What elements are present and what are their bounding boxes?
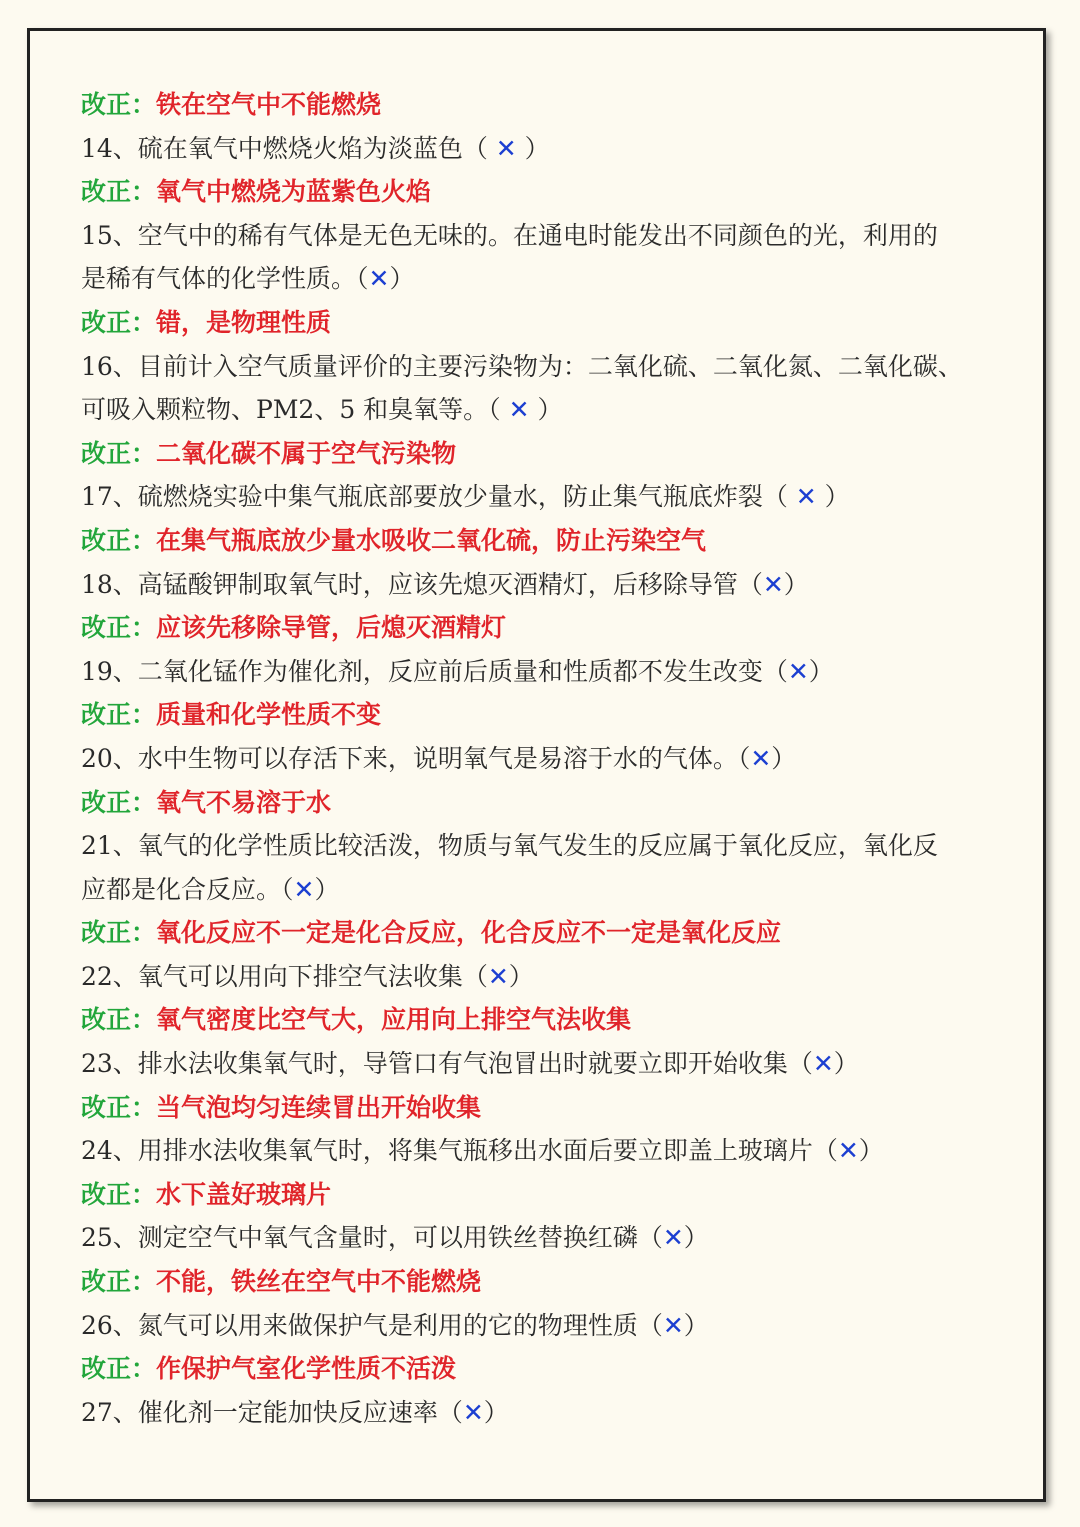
question-text: 应都是化合反应。（ [81,874,294,904]
question-text-end: ） [508,961,534,991]
wrong-mark-icon: ✕ [837,1136,859,1166]
question-text-end: ） [771,743,797,773]
correction-text: 质量和化学性质不变 [156,700,382,730]
question-line [81,1042,1021,1086]
correction-label: 改正： [81,1354,157,1384]
correction-line [81,693,1021,737]
question-text: 22、氧气可以用向下排空气法收集（ [81,961,488,991]
question-text: 15、空气中的稀有气体是无色无味的。在通电时能发出不同颜色的光，利用的 [81,220,938,250]
correction-label: 改正： [81,307,157,337]
question-text-end: ） [483,1397,509,1427]
question-text: 20、水中生物可以存活下来，说明氧气是易溶于水的气体。（ [81,743,751,773]
correction-line [81,432,1021,476]
wrong-mark-icon: ✕ [787,656,809,686]
correction-label: 改正： [81,90,157,119]
question-line [81,563,1021,607]
question-line [81,1391,1021,1435]
question-line [81,955,1021,999]
question-line [81,737,1021,781]
question-text: 26、氮气可以用来做保护气是利用的它的物理性质（ [81,1310,663,1340]
correction-text: 错，是物理性质 [156,307,332,337]
correction-text: 作保护气室化学性质不活泼 [156,1354,457,1384]
correction-label: 改正： [81,1267,157,1297]
correction-line [81,301,1021,345]
question-line [81,475,1021,519]
correction-text: 应该先移除导管，后熄灭酒精灯 [156,613,507,643]
wrong-mark-icon: ✕ [795,482,817,512]
wrong-mark-icon: ✕ [368,264,390,294]
correction-line [81,83,1021,127]
question-text-end: ） [816,482,850,512]
question-text-end: ） [783,569,809,599]
question-text: 23、排水法收集氧气时，导管口有气泡冒出时就要立即开始收集（ [81,1049,813,1079]
question-text: 27、催化剂一定能加快反应速率（ [81,1397,463,1427]
correction-label: 改正： [81,700,157,730]
question-text: 是稀有气体的化学性质。（ [81,264,369,294]
question-line [81,214,1021,258]
wrong-mark-icon: ✕ [750,743,772,773]
correction-line [81,781,1021,825]
question-line [81,650,1021,694]
correction-text: 二氧化碳不属于空气污染物 [156,438,457,468]
correction-text: 氧气不易溶于水 [156,787,332,817]
correction-text: 不能，铁丝在空气中不能燃烧 [156,1267,482,1297]
wrong-mark-icon: ✕ [662,1310,684,1340]
question-text: 24、用排水法收集氧气时，将集气瓶移出水面后要立即盖上玻璃片（ [81,1136,838,1166]
correction-text: 铁在空气中不能燃烧 [156,90,382,119]
correction-text: 当气泡均匀连续冒出开始收集 [156,1092,482,1122]
wrong-mark-icon: ✕ [495,133,517,163]
correction-label: 改正： [81,613,157,643]
correction-line [81,1260,1021,1304]
wrong-mark-icon: ✕ [462,1397,484,1427]
question-line [81,1216,1021,1260]
wrong-mark-icon: ✕ [812,1049,834,1079]
question-text-end: ） [858,1136,884,1166]
correction-label: 改正： [81,1092,157,1122]
question-line [81,868,1021,912]
correction-label: 改正： [81,438,157,468]
question-line [81,1304,1021,1348]
question-text-end: ） [529,395,563,425]
correction-text: 氧化反应不一定是化合反应，化合反应不一定是氧化反应 [156,918,782,948]
question-text: 可吸入颗粒物、PM2、5 和臭氧等。（ [81,395,509,425]
question-line [81,824,1021,868]
correction-line [81,1173,1021,1217]
document-content [81,83,1021,1434]
correction-label: 改正： [81,525,157,555]
wrong-mark-icon: ✕ [762,569,784,599]
question-text-end: ） [808,656,834,686]
correction-label: 改正： [81,177,157,207]
question-text-end: ） [683,1223,709,1253]
correction-line [81,170,1021,214]
correction-text: 水下盖好玻璃片 [156,1179,332,1209]
question-line [81,388,1021,432]
correction-text: 氧气密度比空气大，应用向上排空气法收集 [156,1005,632,1035]
question-text-end: ） [389,264,415,294]
correction-label: 改正： [81,918,157,948]
question-text: 14、硫在氧气中燃烧火焰为淡蓝色（ [81,133,496,163]
wrong-mark-icon: ✕ [662,1223,684,1253]
correction-label: 改正： [81,787,157,817]
wrong-mark-icon: ✕ [293,874,315,904]
wrong-mark-icon: ✕ [487,961,509,991]
question-text-end: ） [516,133,550,163]
question-text: 17、硫燃烧实验中集气瓶底部要放少量水，防止集气瓶底炸裂（ [81,482,796,512]
question-line [81,257,1021,301]
correction-line [81,998,1021,1042]
question-text-end: ） [314,874,340,904]
question-line [81,1129,1021,1173]
correction-line [81,1347,1021,1391]
question-text-end: ） [833,1049,859,1079]
question-text: 19、二氧化锰作为催化剂，反应前后质量和性质都不发生改变（ [81,656,788,686]
question-text: 16、目前计入空气质量评价的主要污染物为：二氧化硫、二氧化氮、二氧化碳、 [81,351,963,381]
correction-text: 在集气瓶底放少量水吸收二氧化硫，防止污染空气 [156,525,707,555]
correction-label: 改正： [81,1005,157,1035]
question-text-end: ） [683,1310,709,1340]
question-line [81,127,1021,171]
question-text: 21、氧气的化学性质比较活泼，物质与氧气发生的反应属于氧化反应，氧化反 [81,831,938,861]
question-text: 18、高锰酸钾制取氧气时，应该先熄灭酒精灯，后移除导管（ [81,569,763,599]
correction-label: 改正： [81,1179,157,1209]
wrong-mark-icon: ✕ [508,395,530,425]
correction-line [81,519,1021,563]
correction-line [81,1086,1021,1130]
correction-text: 氧气中燃烧为蓝紫色火焰 [156,177,432,207]
page-frame [27,28,1046,1502]
question-line [81,345,1021,389]
question-text: 25、测定空气中氧气含量时，可以用铁丝替换红磷（ [81,1223,663,1253]
correction-line [81,606,1021,650]
correction-line [81,911,1021,955]
